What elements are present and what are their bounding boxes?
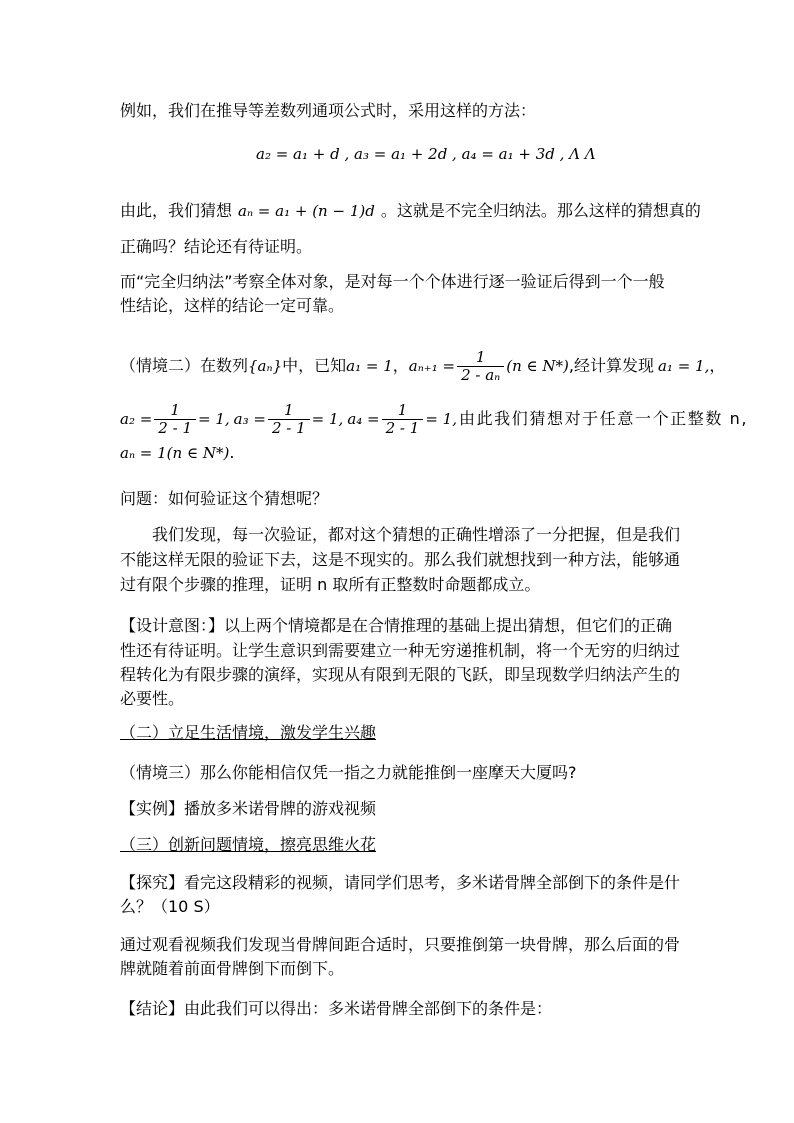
sequence-symbol: {aₙ} [248, 357, 283, 375]
explore-1: 【探究】看完这段精彩的视频，请同学们思考，多米诺骨牌全部倒下的条件是什 [120, 873, 681, 892]
a3-rhs: = 1, [311, 410, 344, 428]
a2-denominator: 2 - 1 [158, 419, 192, 437]
scenario-two-after: ,经计算发现 [568, 356, 654, 375]
recurrence-condition: (n ∈ N*) [506, 357, 569, 375]
scenario-two-mid: 中，已知 [282, 356, 347, 375]
a4-numerator: 1 [382, 402, 424, 420]
design-intent-3: 程转化为有限步骤的演绎，实现从有限到无限的飞跃，即呈现数学归纳法产生的 [120, 665, 681, 684]
scenario-three: （情境三）那么你能相信仅凭一指之力就能推倒一座摩天大厦吗? [120, 763, 577, 782]
guess-result-equation: aₙ = 1(n ∈ N*) [120, 444, 230, 462]
scenario-two-prefix: （情境二）在数列 [120, 356, 249, 375]
a3-denominator: 2 - 1 [271, 419, 306, 437]
paragraph-guess-cont: 正确吗？结论还有待证明。 [120, 237, 313, 256]
a1-equation: a₁ = 1 [346, 357, 393, 375]
design-intent-4: 必要性。 [120, 689, 185, 708]
a4-fraction [382, 402, 424, 437]
paragraph-verify-3: 过有限个步骤的推理，证明 n 取所有正整数时命题都成立。 [120, 575, 541, 594]
conclusion: 【结论】由此我们可以得出：多米诺骨牌全部倒下的条件是： [120, 999, 553, 1018]
general-term-formula: aₙ = a₁ + (n − 1)d [238, 202, 375, 220]
a4-lhs: a₄ = [347, 410, 380, 428]
trailing-comma: ， [709, 356, 726, 375]
scenario-two-line1 [120, 346, 725, 386]
a2-numerator: 1 [154, 402, 196, 420]
a4-denominator: 2 - 1 [385, 419, 420, 437]
recurrence-fraction [457, 349, 504, 384]
comma: ， [392, 356, 409, 375]
a1-result: a₁ = 1, [657, 357, 710, 375]
fraction-denominator: 2 - aₙ [461, 366, 501, 384]
paragraph-example-intro: 例如，我们在推导等差数列通项公式时，采用这样的方法： [120, 101, 537, 120]
section-heading-three: （三）创新问题情境，擦亮思维火花 [120, 835, 377, 854]
a3-lhs: a₃ = [233, 410, 266, 428]
a3-fraction [268, 402, 310, 437]
equation-arithmetic-sequence: a₂ = a₁ + d , a₃ = a₁ + 2d , a₄ = a₁ + 3d , Λ Λ [256, 145, 596, 163]
observation-1: 通过观看视频我们发现当骨牌间距合适时，只要推倒第一块骨牌，那么后面的骨 [120, 935, 681, 954]
paragraph-verify-2: 不能这样无限的验证下去，这是不现实的。那么我们就想找到一种方法，能够通 [120, 550, 681, 569]
a3-numerator: 1 [268, 402, 310, 420]
observation-2: 牌就随着前面骨牌倒下而倒下。 [120, 959, 345, 978]
a2-lhs: a₂ = [120, 410, 153, 428]
recurrence-lhs: aₙ₊₁ = [408, 357, 456, 375]
period: . [229, 443, 235, 462]
explore-2: 么？（10 S） [120, 897, 220, 916]
guess-text: 由此，我们猜想 [120, 201, 233, 220]
example-video: 【实例】播放多米诺骨牌的游戏视频 [120, 799, 377, 818]
scenario-two-line3 [120, 441, 234, 465]
design-intent-2: 性还有待证明。让学生意识到需要建立一种无穷递推机制，将一个无穷的归纳过 [120, 641, 681, 660]
a4-rhs: = 1, [425, 410, 457, 428]
guess-any-integer: 由此我们猜想对于任意一个正整数 n, [458, 409, 749, 428]
question-verify: 问题：如何验证这个猜想呢？ [120, 489, 329, 508]
section-heading-two: （二）立足生活情境，激发学生兴趣 [120, 723, 377, 742]
paragraph-verify-1: 我们发现，每一次验证，都对这个猜想的正确性增添了一分把握，但是我们 [152, 525, 681, 544]
fraction-numerator: 1 [457, 349, 504, 367]
paragraph-complete-induction: 而“完全归纳法”考察全体对象，是对每一个个体进行逐一验证后得到一个一般 [120, 272, 665, 291]
guess-text-rest: 。这就是不完全归纳法。那么这样的猜想真的 [380, 201, 701, 220]
a2-fraction [154, 402, 196, 437]
paragraph-guess [120, 199, 701, 223]
scenario-two-line2 [120, 399, 748, 439]
paragraph-complete-induction-cont: 性结论，这样的结论一定可靠。 [120, 296, 345, 315]
design-intent-1: 【设计意图：】以上两个情境都是在合情推理的基础上提出猜想，但它们的正确 [120, 616, 673, 635]
a2-rhs: = 1, [198, 410, 230, 428]
